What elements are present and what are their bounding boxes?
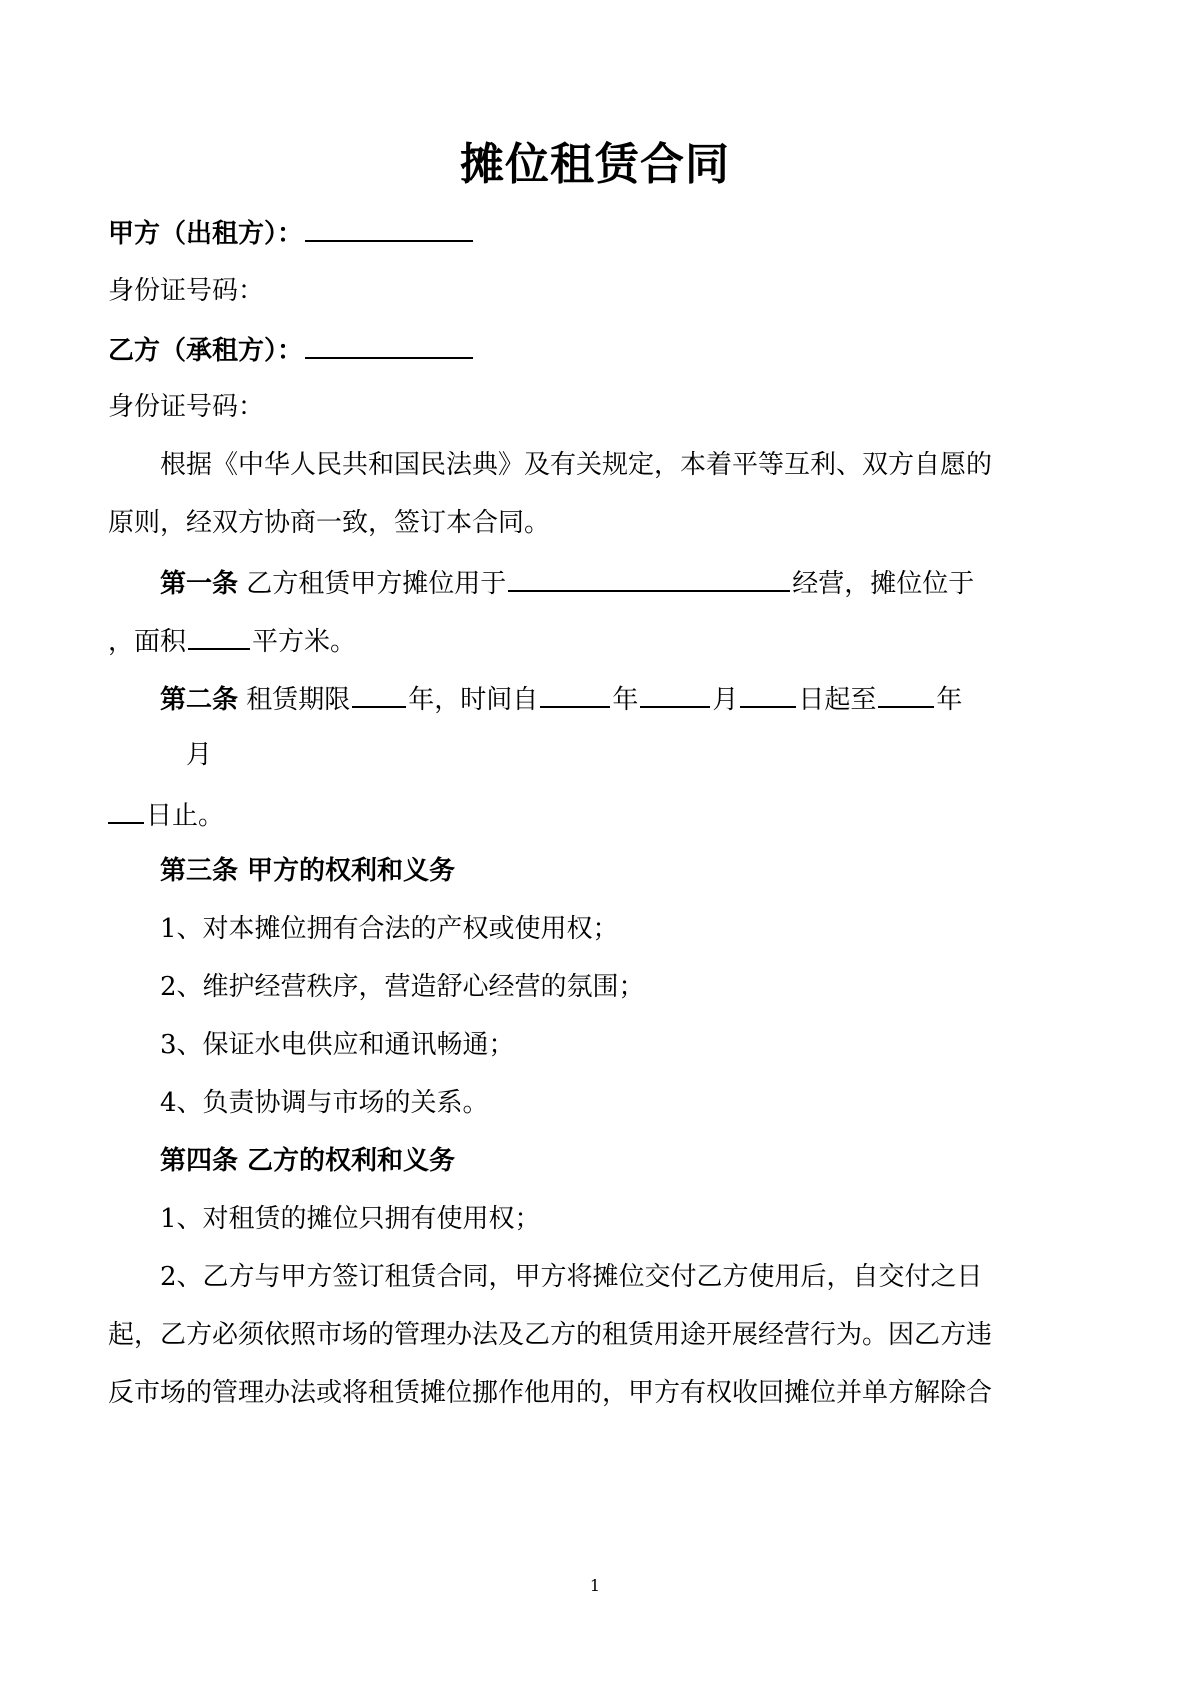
article-1-text-c: ，面积 <box>108 627 187 657</box>
article-1-text-a: 乙方租赁甲方摊位用于 <box>246 569 507 599</box>
article-1-text-b: 经营，摊位位于 <box>792 569 975 599</box>
article-2-text-d: 月 <box>712 685 739 715</box>
article-3-item-2: 2、维护经营秩序，营造舒心经营的氛围； <box>160 972 645 1002</box>
article-2-text-e: 日起至 <box>798 685 877 715</box>
party-b-label: 乙方（承租方）： <box>108 336 304 366</box>
article-2-heading: 第二条 <box>160 685 239 715</box>
article-2-start-day-blank[interactable] <box>740 680 796 708</box>
party-a-blank[interactable] <box>305 214 473 242</box>
party-b-blank[interactable] <box>305 331 473 359</box>
party-a-id-label: 身份证号码： <box>108 276 265 306</box>
article-2-text-f: 年 <box>936 685 963 715</box>
article-3-item-4: 4、负责协调与市场的关系。 <box>160 1088 489 1118</box>
article-4-heading: 第四条 乙方的权利和义务 <box>160 1146 456 1176</box>
article-2-end-day-blank[interactable] <box>108 796 144 824</box>
article-1-heading: 第一条 <box>160 569 239 599</box>
article-3-item-3: 3、保证水电供应和通讯畅通； <box>160 1030 515 1060</box>
article-1-business-blank[interactable] <box>508 564 790 592</box>
article-3-item-1: 1、对本摊位拥有合法的产权或使用权； <box>160 914 619 944</box>
party-b-line <box>108 331 475 368</box>
article-4-item-2-line-1: 2、乙方与甲方签订租赁合同，甲方将摊位交付乙方使用后，自交付之日 <box>160 1262 983 1292</box>
party-a-label: 甲方（出租方）： <box>108 219 304 249</box>
article-2-line-2: 月 <box>186 740 213 770</box>
article-2-end-year-blank[interactable] <box>878 680 934 708</box>
article-1-line-2 <box>108 622 356 659</box>
article-2-text-c: 年 <box>612 685 639 715</box>
article-3-heading: 第三条 甲方的权利和义务 <box>160 856 456 886</box>
article-2-line-1 <box>160 680 962 717</box>
party-b-id-label: 身份证号码： <box>108 392 265 422</box>
party-a-line <box>108 214 475 251</box>
article-2-text-b: 年，时间自 <box>408 685 539 715</box>
article-1-line-1 <box>160 564 974 601</box>
article-4-item-2-line-3: 反市场的管理办法或将租赁摊位挪作他用的，甲方有权收回摊位并单方解除合 <box>108 1378 993 1408</box>
article-4-item-1: 1、对租赁的摊位只拥有使用权； <box>160 1204 541 1234</box>
preamble-line-2: 原则，经双方协商一致，签订本合同。 <box>108 508 551 538</box>
article-1-area-blank[interactable] <box>188 622 250 650</box>
article-2-start-month-blank[interactable] <box>640 680 710 708</box>
preamble-line-1: 根据《中华人民共和国民法典》及有关规定，本着平等互利、双方自愿的 <box>160 450 993 480</box>
article-1-text-d: 平方米。 <box>252 627 357 657</box>
article-2-text-h: 日止。 <box>146 801 225 831</box>
article-2-years-blank[interactable] <box>352 680 406 708</box>
document-title: 摊位租赁合同 <box>460 139 730 190</box>
article-4-item-2-line-2: 起，乙方必须依照市场的管理办法及乙方的租赁用途开展经营行为。因乙方违 <box>108 1320 993 1350</box>
page-number: 1 <box>589 1576 601 1595</box>
article-2-text-a: 租赁期限 <box>246 685 351 715</box>
article-2-start-year-blank[interactable] <box>540 680 610 708</box>
article-2-line-3 <box>108 796 224 833</box>
